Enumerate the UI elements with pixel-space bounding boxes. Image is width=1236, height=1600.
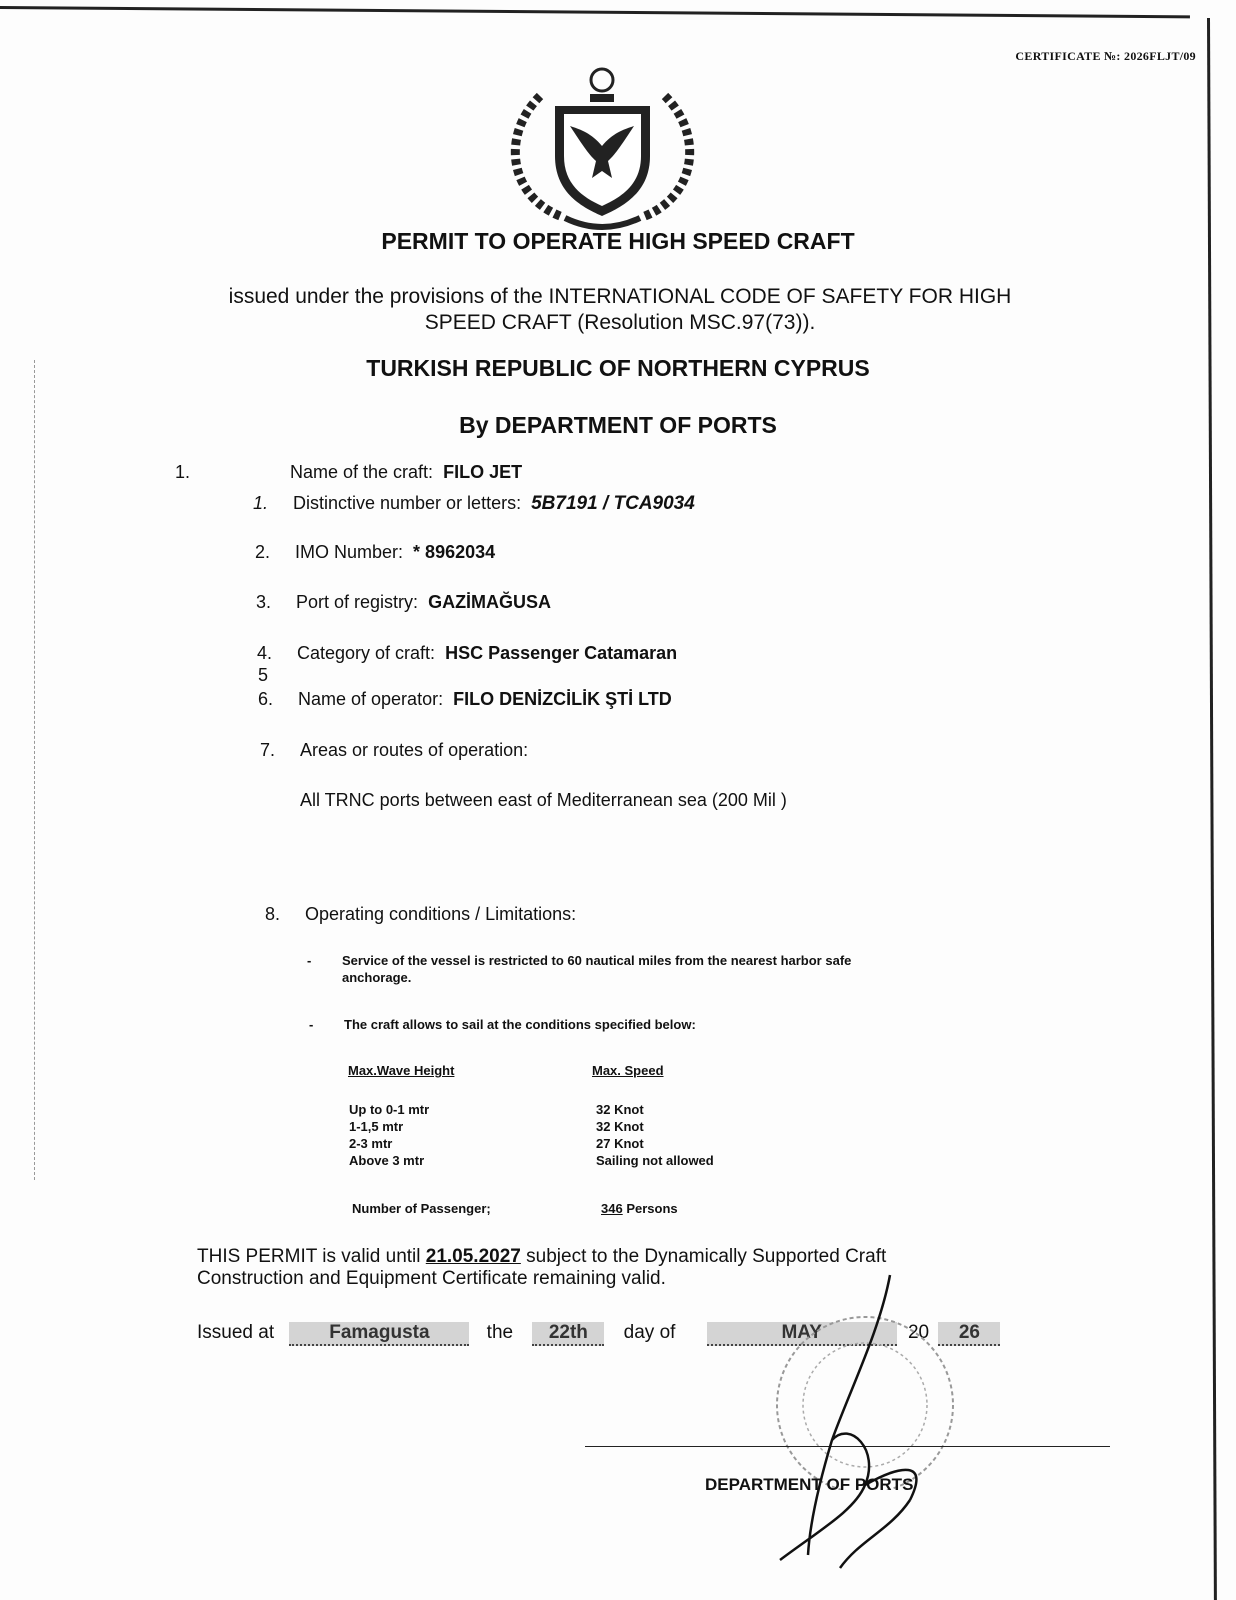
item-label: Operating conditions / Limitations: <box>305 904 577 924</box>
item-label: Category of craft: HSC Passenger Catamaran <box>297 643 678 663</box>
distinctive-number-value: 5B7191 / TCA9034 <box>531 493 695 514</box>
page-border-left <box>34 360 35 1180</box>
wave-height-cell: Above 3 mtr <box>349 1153 425 1168</box>
item-number: 5 <box>258 665 269 685</box>
category-value: HSC Passenger Catamaran <box>445 643 678 663</box>
item-label: Distinctive number or letters: 5B7191 / TCA9034 <box>293 493 695 514</box>
validity-date: 21.05.2027 <box>425 1246 521 1267</box>
signatory-department: DEPARTMENT OF PORTS <box>705 1475 914 1494</box>
certificate-number: CERTIFICATE №: 2026FLJT/09 <box>1015 49 1196 63</box>
legal-basis-text <box>170 284 1070 336</box>
legal-basis-line-1: issued under the provisions of the INTERNATIONAL CODE OF SAFETY FOR HIGH <box>228 285 1012 308</box>
item-number: 1. <box>253 493 269 513</box>
item-number: 1. <box>175 462 191 482</box>
issued-row <box>197 1322 1000 1346</box>
issued-day: 22th <box>532 1322 604 1346</box>
item-label: IMO Number: * 8962034 <box>295 542 496 562</box>
max-speed-column <box>596 1101 714 1169</box>
item-label: Name of the craft: FILO JET <box>290 462 523 482</box>
wave-height-column <box>349 1101 429 1169</box>
imo-number-value: * 8962034 <box>413 542 496 562</box>
condition-1-text: Service of the vessel is restricted to 60 nautical miles from the nearest harbor safe anchorage. <box>342 953 852 985</box>
document-title: PERMIT TO OPERATE HIGH SPEED CRAFT <box>381 228 855 254</box>
day-of-label: day of <box>623 1322 676 1343</box>
item-number: 6. <box>258 689 274 709</box>
operator-value: FILO DENİZCİLİK ŞTİ LTD <box>453 689 672 709</box>
page-border-top <box>0 6 1190 18</box>
validity-suffix: subject to the Dynamically Supported Craft <box>526 1246 887 1267</box>
item-label: Areas or routes of operation: <box>300 740 529 760</box>
wave-height-cell: Up to 0-1 mtr <box>349 1102 430 1117</box>
legal-basis-line-2: SPEED CRAFT (Resolution MSC.97(73)). <box>424 311 816 334</box>
issued-at-label: Issued at <box>197 1322 275 1343</box>
item-number: 8. <box>265 904 281 924</box>
page-border-right <box>1207 18 1217 1600</box>
craft-name-value: FILO JET <box>443 462 523 482</box>
validity-line-2: Construction and Equipment Certificate remaining valid. <box>197 1268 666 1289</box>
max-speed-cell: Sailing not allowed <box>596 1153 714 1168</box>
passenger-value <box>601 1200 678 1217</box>
passenger-unit: Persons <box>626 1201 678 1216</box>
condition-dash-2: - <box>309 1017 314 1032</box>
signature-line <box>585 1446 1110 1447</box>
item-number: 2. <box>255 542 271 562</box>
issued-month: MAY <box>707 1322 897 1346</box>
condition-2-text: The craft allows to sail at the conditions specified below: <box>344 1017 696 1032</box>
issued-year-suffix: 26 <box>938 1322 1000 1346</box>
wave-height-header: Max.Wave Height <box>348 1063 455 1078</box>
item-number: 3. <box>256 592 272 612</box>
item-label: Name of operator: FILO DENİZCİLİK ŞTİ LTD <box>298 689 672 709</box>
item-label: Port of registry: GAZİMAĞUSA <box>296 592 552 612</box>
country-heading: TURKISH REPUBLIC OF NORTHERN CYPRUS <box>366 355 870 381</box>
item-number: 7. <box>260 740 276 760</box>
max-speed-header: Max. Speed <box>592 1063 664 1078</box>
condition-dash-1: - <box>307 953 312 968</box>
max-speed-cell: 27 Knot <box>596 1136 644 1151</box>
passenger-label: Number of Passenger; <box>352 1201 491 1216</box>
max-speed-cell: 32 Knot <box>596 1119 644 1134</box>
wave-height-cell: 2-3 mtr <box>349 1136 393 1151</box>
validity-statement <box>197 1246 1097 1290</box>
year-prefix: 20 <box>907 1322 930 1343</box>
coat-of-arms-emblem <box>500 66 705 232</box>
issued-place: Famagusta <box>289 1322 469 1346</box>
wave-height-cell: 1-1,5 mtr <box>349 1119 404 1134</box>
item-number: 4. <box>257 643 273 663</box>
validity-prefix: THIS PERMIT is valid until <box>197 1246 421 1267</box>
the-label: the <box>486 1322 514 1343</box>
route-text: All TRNC ports between east of Mediterranean sea (200 Mil ) <box>300 790 787 810</box>
passenger-count: 346 <box>601 1201 623 1216</box>
handwritten-signature <box>760 1270 960 1570</box>
max-speed-cell: 32 Knot <box>596 1102 644 1117</box>
port-of-registry-value: GAZİMAĞUSA <box>428 592 552 612</box>
authority-heading: By DEPARTMENT OF PORTS <box>459 412 777 438</box>
